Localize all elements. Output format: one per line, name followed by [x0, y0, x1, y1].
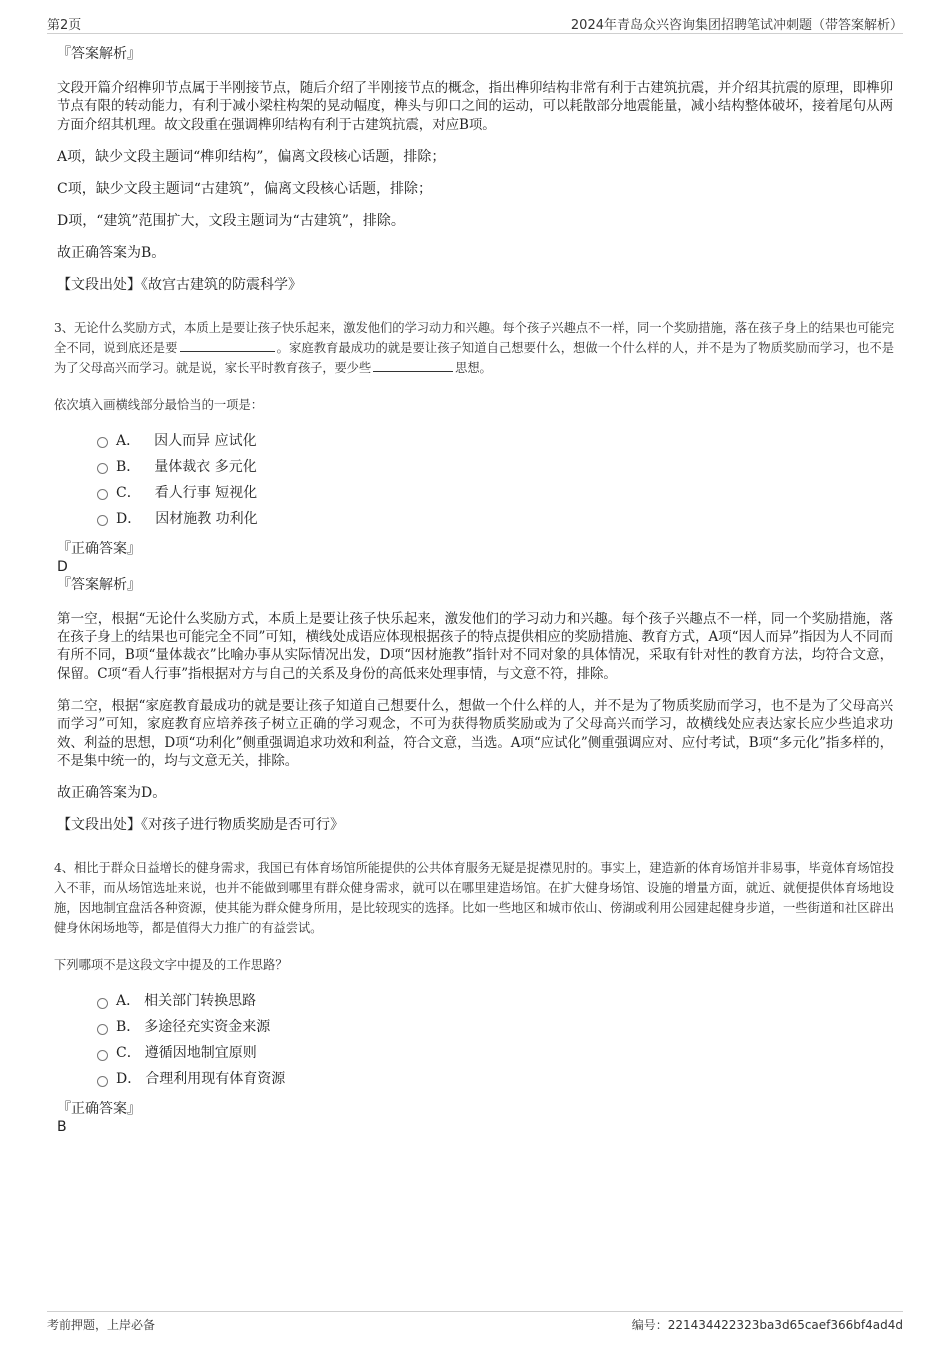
option-text: 量体裁衣 多元化	[154, 458, 257, 475]
q2-analysis-option-a: A项，缺少文段主题词“榫卯结构”，偏离文段核心话题，排除；	[57, 148, 446, 165]
page-content	[54, 45, 894, 1136]
q3-question-text	[54, 318, 894, 378]
option-letter: B．	[116, 458, 141, 475]
q3-text-part-3: 思想。	[455, 360, 492, 375]
q3-blank-2	[373, 359, 453, 372]
q3-option-c[interactable]	[97, 480, 893, 506]
option-letter: C．	[116, 1045, 141, 1062]
q3-option-b[interactable]	[97, 454, 893, 480]
q3-analysis-paragraph-2: 第二空，根据“家庭教育最成功的就是要让孩子知道自己想要什么，想做一个什么样的人，并不是为了物质奖励而学习，也不是为了父母高兴而学习”可知，家庭教育应培养孩子树立正确的学习观念，不可为获得物质奖励或为了父母高兴而学习，故横线处应表达家长应少些追求功效、利益的思想，D项“功利化”侧重强调追求功效和利益，符合文意，当选。A项“应试化”侧重强调应对、应付考试，B项“多元化”指多样的，不是集中统一的，均与文意无关，排除。	[57, 698, 893, 769]
radio-icon[interactable]	[97, 998, 108, 1009]
option-letter: D．	[116, 510, 142, 527]
q2-analysis-option-c: C项，缺少文段主题词“古建筑”，偏离文段核心话题，排除；	[57, 180, 433, 197]
q4-option-a[interactable]	[97, 988, 893, 1014]
q2-analysis-paragraph: 文段开篇介绍榫卯节点属于半刚接节点，随后介绍了半刚接节点的概念，指出榫卯结构非常有利于古建筑抗震，并介绍其抗震的原理，即榫卯节点有限的转动能力，有利于减小梁柱构架的晃动幅度，榫头与卯口之间的运动，可以耗散部分地震能量，减小结构整体破坏，接着尾句从两方面介绍其机理。故文段重在强调榫卯结构有利于古建筑抗震，对应B项。	[57, 80, 893, 133]
radio-icon[interactable]	[97, 1050, 108, 1061]
radio-icon[interactable]	[97, 463, 108, 474]
q3-text-part-2: 。家庭教育最成功的就是要让孩子知道自己想要什么，想做一个什么样的人，并不是为了物质奖励而学习，也不是为了父母高兴而学习。就是说，家长平时教育孩子，要少些	[54, 340, 894, 375]
q3-options	[97, 428, 893, 532]
q4-options	[97, 988, 893, 1092]
q3-conclusion: 故正确答案为D。	[57, 785, 167, 802]
q4-option-b[interactable]	[97, 1014, 893, 1040]
q2-analysis-label: 『答案解析』	[57, 46, 141, 62]
q3-blank-1	[180, 339, 275, 352]
option-text: 看人行事 短视化	[154, 484, 258, 501]
q2-conclusion: 故正确答案为B。	[57, 244, 166, 261]
q3-prompt: 依次填入画横线部分最恰当的一项是：	[54, 397, 264, 412]
q3-correct-answer-label: 『正确答案』	[57, 540, 141, 557]
q4-correct-answer: B	[57, 1119, 67, 1136]
option-text: 遵循因地制宜原则	[144, 1045, 257, 1062]
radio-icon[interactable]	[97, 489, 108, 500]
q4-option-c[interactable]	[97, 1040, 893, 1066]
option-letter: C．	[116, 484, 141, 501]
page-header	[47, 14, 903, 34]
option-text: 因人而异 应试化	[154, 432, 257, 449]
q2-source: 【文段出处】《故宫古建筑的防震科学》	[57, 276, 302, 293]
q4-correct-answer-label: 『正确答案』	[57, 1101, 141, 1118]
q3-correct-answer: D	[57, 558, 68, 575]
q2-analysis-option-d: D项，“建筑”范围扩大，文段主题词为“古建筑”，排除。	[57, 212, 405, 229]
page-footer	[47, 1311, 903, 1332]
q3-analysis-label: 『答案解析』	[57, 576, 141, 593]
radio-icon[interactable]	[97, 437, 108, 448]
q4-option-d[interactable]	[97, 1066, 893, 1092]
option-text: 多途径充实资金来源	[144, 1019, 271, 1036]
footer-document-id: 编号：221434422323ba3d65caef366bf4ad4d	[631, 1318, 903, 1332]
document-title: 2024年青岛众兴咨询集团招聘笔试冲刺题（带答案解析）	[570, 18, 903, 33]
page-number: 第2页	[47, 18, 82, 33]
q4-question-text: 4、相比于群众日益增长的健身需求，我国已有体育场馆所能提供的公共体育服务无疑是捉襟见肘的。事实上，建造新的体育场馆并非易事，毕竟体育场馆投入不菲，而从场馆选址来说，也并不能做到哪里有群众健身需求，就可以在哪里建造场馆。在扩大健身场馆、设施的增量方面，就近、就便提供体育场地设施，因地制宜盘活各种资源，使其能为群众健身所用，是比较现实的选择。比如一些地区和城市依山、傍湖或利用公园建起健身步道，一些街道和社区辟出健身休闲场地等，都是值得大力推广的有益尝试。	[54, 861, 894, 936]
option-letter: A．	[116, 993, 141, 1010]
option-text: 相关部门转换思路	[144, 993, 257, 1010]
q3-analysis-paragraph-1: 第一空，根据“无论什么奖励方式，本质上是要让孩子快乐起来，激发他们的学习动力和兴趣。每个孩子兴趣点不一样，同一个奖励措施，落在孩子身上的结果也可能完全不同”可知，横线处成语应体现根据孩子的特点提供相应的奖励措施、教育方式，A项“因人而异”指因为人不同而有所不同，B项“量体裁衣”比喻办事从实际情况出发，D项“因材施教”指针对不同对象的具体情况，采取有针对性的教育方法，均符合文意，保留。C项“看人行事”指根据对方与自己的关系及身份的高低来处理事情，与文意不符，排除。	[57, 610, 893, 682]
radio-icon[interactable]	[97, 1076, 108, 1087]
q3-option-d[interactable]	[97, 506, 893, 532]
option-letter: A．	[116, 432, 141, 449]
q3-text-part-1: 3、无论什么奖励方式，本质上是要让孩子快乐起来，激发他们的学习动力和兴趣。每个孩子兴趣点不一样，同一个奖励措施，落在孩子身上的结果也可能完全不同，说到底还是要	[54, 320, 894, 355]
option-letter: B．	[116, 1019, 141, 1036]
option-letter: D．	[116, 1071, 142, 1088]
q3-option-a[interactable]	[97, 428, 893, 454]
q4-prompt: 下列哪项不是这段文字中提及的工作思路？	[54, 958, 288, 973]
q3-source: 【文段出处】《对孩子进行物质奖励是否可行》	[57, 817, 344, 834]
option-text: 因材施教 功利化	[155, 510, 258, 527]
footer-slogan: 考前押题，上岸必备	[47, 1318, 156, 1332]
radio-icon[interactable]	[97, 515, 108, 526]
radio-icon[interactable]	[97, 1024, 108, 1035]
option-text: 合理利用现有体育资源	[145, 1071, 286, 1088]
